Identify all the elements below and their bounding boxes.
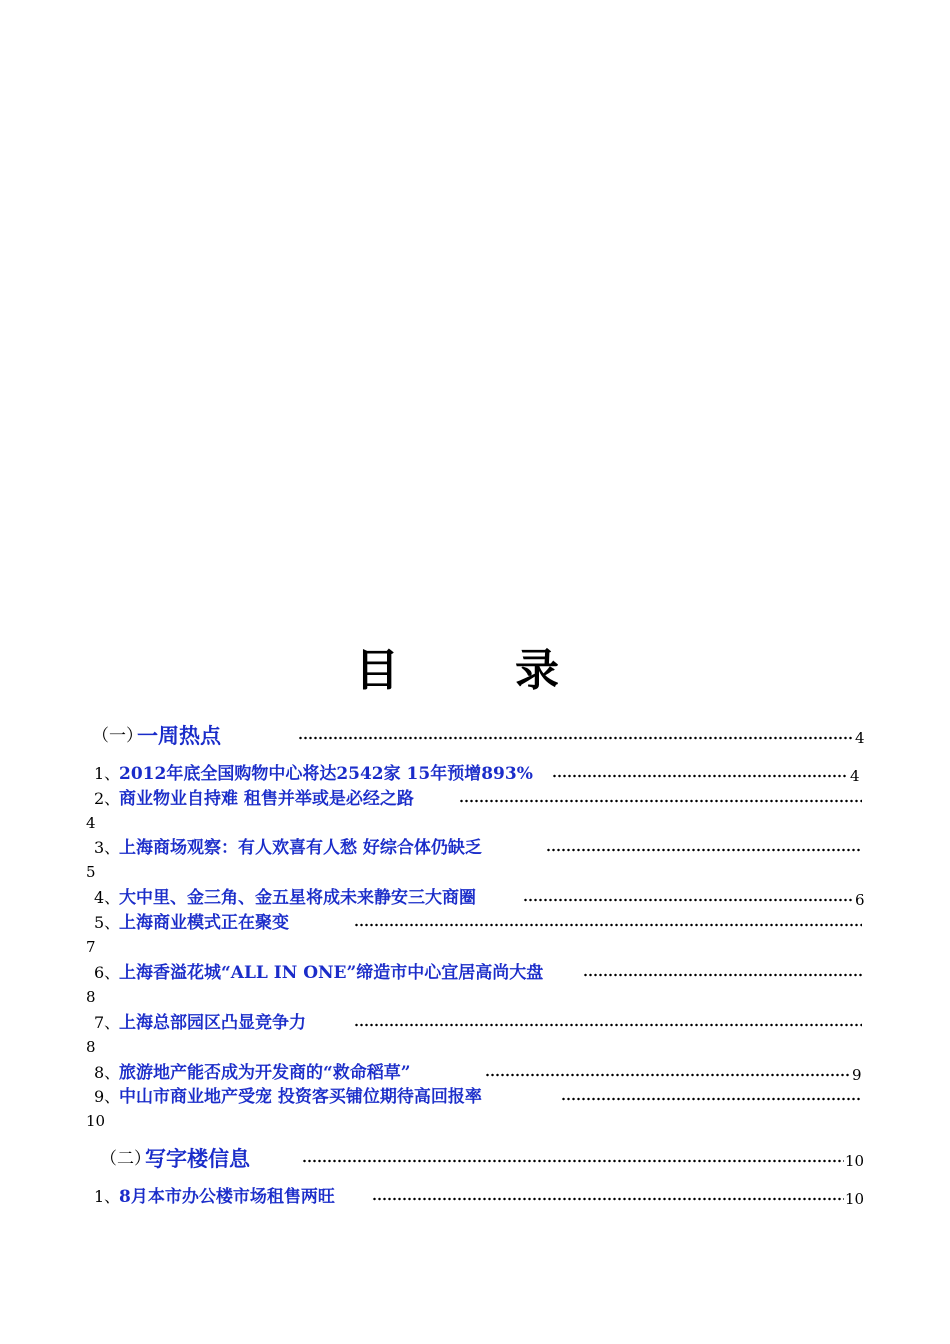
item-label[interactable]: 大中里、金三角、金五星将成未来静安三大商圈 (119, 888, 476, 908)
leader-dots (372, 1197, 844, 1201)
page-number: 8 (86, 988, 96, 1006)
page-number: 4 (855, 729, 865, 747)
toc-item-6[interactable] (0, 961, 950, 985)
toc-section-1[interactable] (0, 724, 950, 748)
item-label[interactable]: 中山市商业地产受宠 投资客买铺位期待高回报率 (119, 1087, 482, 1107)
item-label[interactable]: 上海商场观察：有人欢喜有人愁 好综合体仍缺乏 (119, 838, 482, 858)
item-number: 9、 (94, 1087, 121, 1106)
toc-item-9[interactable] (0, 1085, 950, 1109)
item-number: 6、 (94, 963, 121, 982)
toc-item-7[interactable] (0, 1011, 950, 1035)
page-number: 10 (86, 1112, 106, 1130)
item-number: 3、 (94, 838, 121, 857)
item-label[interactable]: 8月本市办公楼市场租售两旺 (119, 1187, 335, 1207)
item-number: 8、 (94, 1063, 121, 1082)
leader-dots (552, 774, 848, 778)
page-number: 4 (850, 767, 860, 785)
page-number: 5 (86, 863, 96, 881)
section-number: （二） (100, 1149, 151, 1169)
leader-dots (546, 848, 862, 852)
item-number: 1、 (94, 1187, 121, 1206)
leader-dots (354, 923, 862, 927)
toc-item-1[interactable] (0, 762, 950, 786)
leader-dots (302, 1159, 844, 1163)
toc-item-2[interactable] (0, 787, 950, 811)
toc-item-5[interactable] (0, 911, 950, 935)
leader-dots (485, 1073, 851, 1077)
page-number: 4 (86, 814, 96, 832)
item-label[interactable]: 旅游地产能否成为开发商的“救命稻草” (119, 1063, 411, 1083)
leader-dots (583, 973, 862, 977)
section-label[interactable]: 一周热点 (137, 723, 221, 748)
section-label[interactable]: 写字楼信息 (145, 1146, 250, 1171)
toc-section-2[interactable] (0, 1147, 950, 1171)
leader-dots (523, 898, 852, 902)
section-number: （一） (92, 726, 143, 746)
item-label[interactable]: 上海香溢花城“ALL IN ONE”缔造市中心宜居高尚大盘 (119, 963, 544, 983)
page-number: 10 (845, 1152, 865, 1170)
toc-title: 目 录 (355, 645, 595, 696)
item-number: 7、 (94, 1013, 121, 1032)
page-number: 7 (86, 938, 96, 956)
leader-dots (298, 736, 854, 740)
item-label[interactable]: 上海总部园区凸显竞争力 (119, 1013, 306, 1033)
toc-item-3[interactable] (0, 836, 950, 860)
item-number: 1、 (94, 764, 121, 783)
toc-item-8[interactable] (0, 1061, 950, 1085)
page-number: 9 (852, 1066, 862, 1084)
page-number: 8 (86, 1038, 96, 1056)
leader-dots (561, 1097, 862, 1101)
leader-dots (459, 799, 862, 803)
leader-dots (354, 1023, 862, 1027)
item-number: 2、 (94, 789, 121, 808)
toc-item-4[interactable] (0, 886, 950, 910)
page-number: 6 (855, 891, 865, 909)
item-number: 5、 (94, 913, 121, 932)
item-number: 4、 (94, 888, 121, 907)
item-label[interactable]: 商业物业自持难 租售并举或是必经之路 (119, 789, 414, 809)
item-label[interactable]: 上海商业模式正在聚变 (119, 913, 289, 933)
page-number: 10 (845, 1190, 865, 1208)
toc-item-10[interactable] (0, 1185, 950, 1209)
item-label[interactable]: 2012年底全国购物中心将达2542家 15年预增893% (119, 764, 533, 784)
